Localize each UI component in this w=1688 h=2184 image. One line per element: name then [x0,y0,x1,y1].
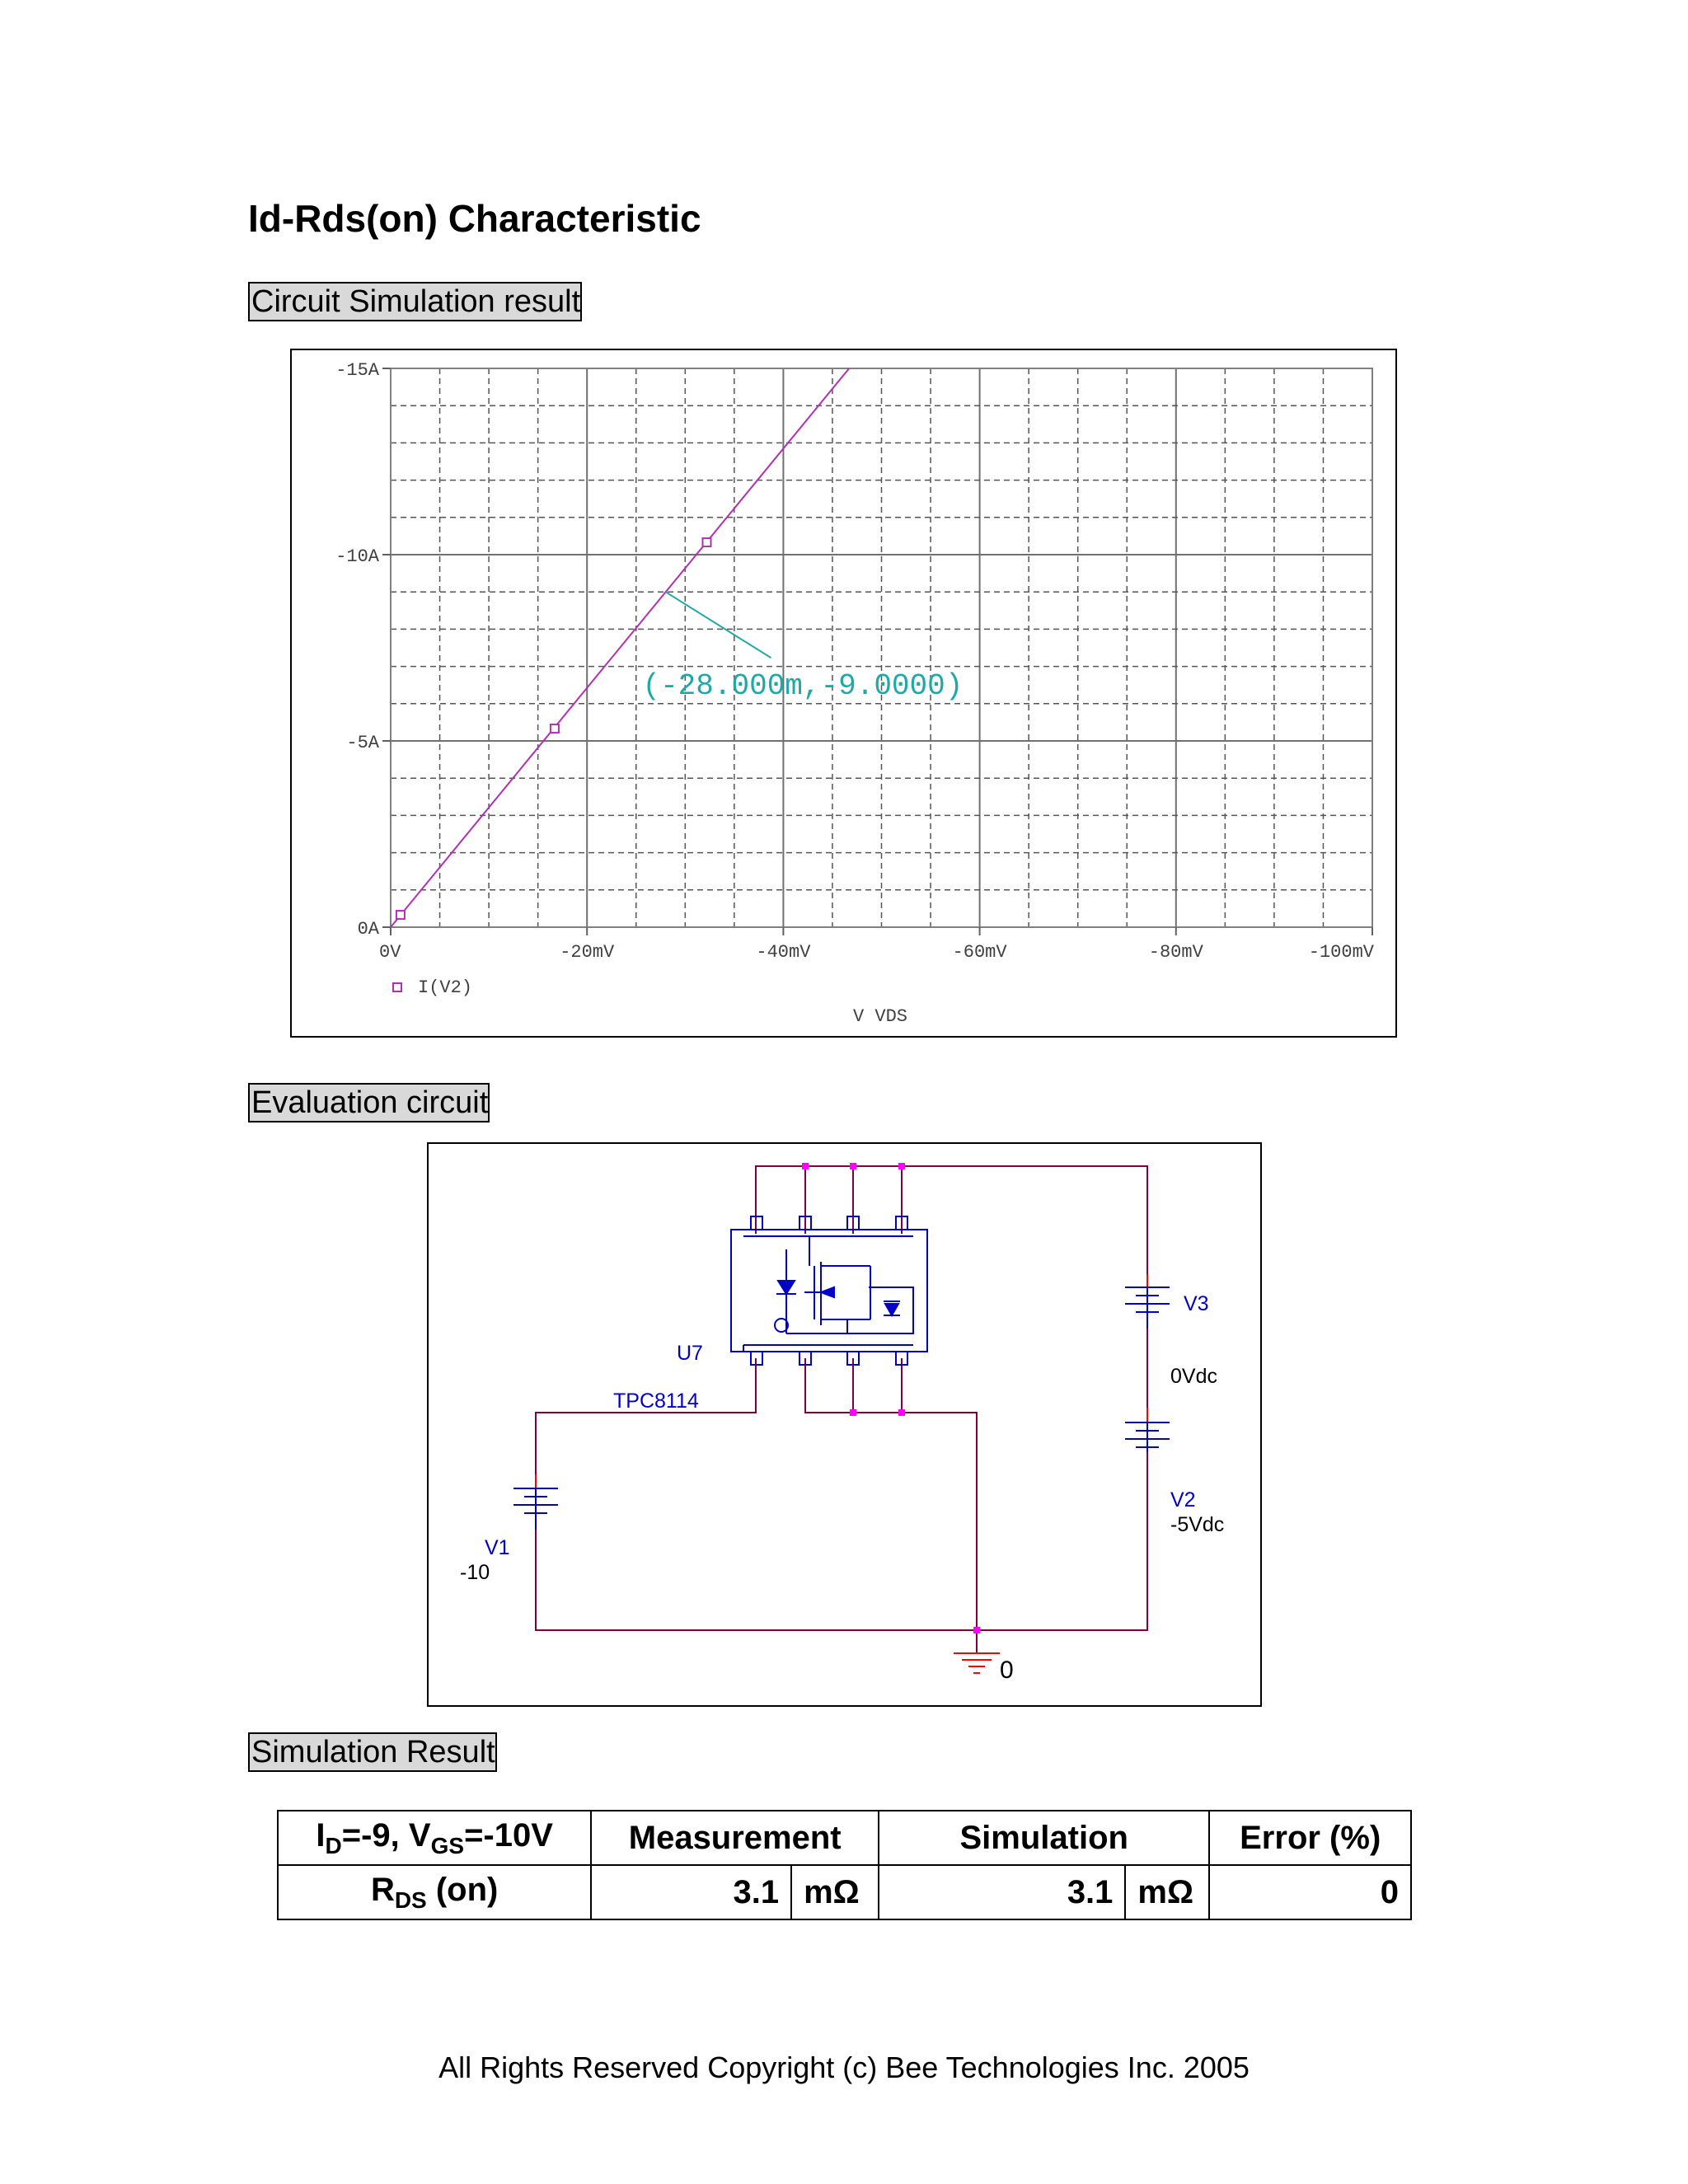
error-value: 0 [1209,1865,1411,1919]
section-label-evaluation-circuit: Evaluation circuit [248,1083,490,1122]
measurement-value: 3.1 [591,1865,791,1919]
simulation-value: 3.1 [879,1865,1125,1919]
section-label-circuit-simulation: Circuit Simulation result [248,282,582,321]
copyright-footer: All Rights Reserved Copyright (c) Bee Technologies Inc. 2005 [438,2050,1250,2084]
evaluation-circuit-schematic [427,1142,1263,1708]
u7-ref-label: U7 [677,1342,703,1365]
x-tick-label: 0V [379,942,401,963]
x-tick-label: -40mV [756,942,811,963]
series-marker [396,911,405,919]
y-tick-label: -10A [335,546,379,567]
id-vds-chart [290,349,1398,1039]
annotation-label: (-28.000m,-9.0000) [642,669,964,704]
ground-label: 0 [1000,1657,1014,1684]
v3-name-label: V3 [1184,1292,1209,1315]
y-tick-label: -5A [346,733,379,753]
condition-header: $I_D=-9$, $V_{GS}=-10V$ [278,1811,591,1865]
error-header: Error (%) [1209,1811,1411,1865]
x-tick-label: -80mV [1148,942,1203,963]
simulation-header: Simulation [879,1811,1209,1865]
u7-part-label: TPC8114 [613,1390,699,1413]
y-tick-label: -15A [335,360,379,381]
series-marker [551,724,559,733]
measurement-unit: mΩ [791,1865,879,1919]
x-tick-label: -20mV [560,942,615,963]
parameter-cell: $R_{DS}$ (on) [278,1865,591,1919]
simulation-unit: mΩ [1125,1865,1209,1919]
v2-value-label: -5Vdc [1170,1513,1225,1536]
simulation-result-table [277,1810,1412,1920]
x-axis-label: V VDS [852,1006,908,1027]
series-marker [703,538,711,546]
v1-value-label: -10 [460,1561,490,1584]
legend-label: I(V2) [418,977,473,998]
page-title: Id-Rds(on) Characteristic [248,197,701,240]
x-tick-label: -60mV [952,942,1007,963]
y-tick-label: 0A [357,919,379,940]
x-tick-label: -100mV [1308,942,1374,963]
measurement-header: Measurement [591,1811,879,1865]
chart-grid [391,368,1372,927]
section-label-simulation-result: Simulation Result [248,1732,497,1772]
v1-name-label: V1 [485,1536,510,1559]
v2-name-label: V2 [1170,1488,1196,1511]
table-header-row [278,1811,1411,1865]
table-row [278,1865,1411,1919]
v3-value-label: 0Vdc [1170,1365,1217,1388]
